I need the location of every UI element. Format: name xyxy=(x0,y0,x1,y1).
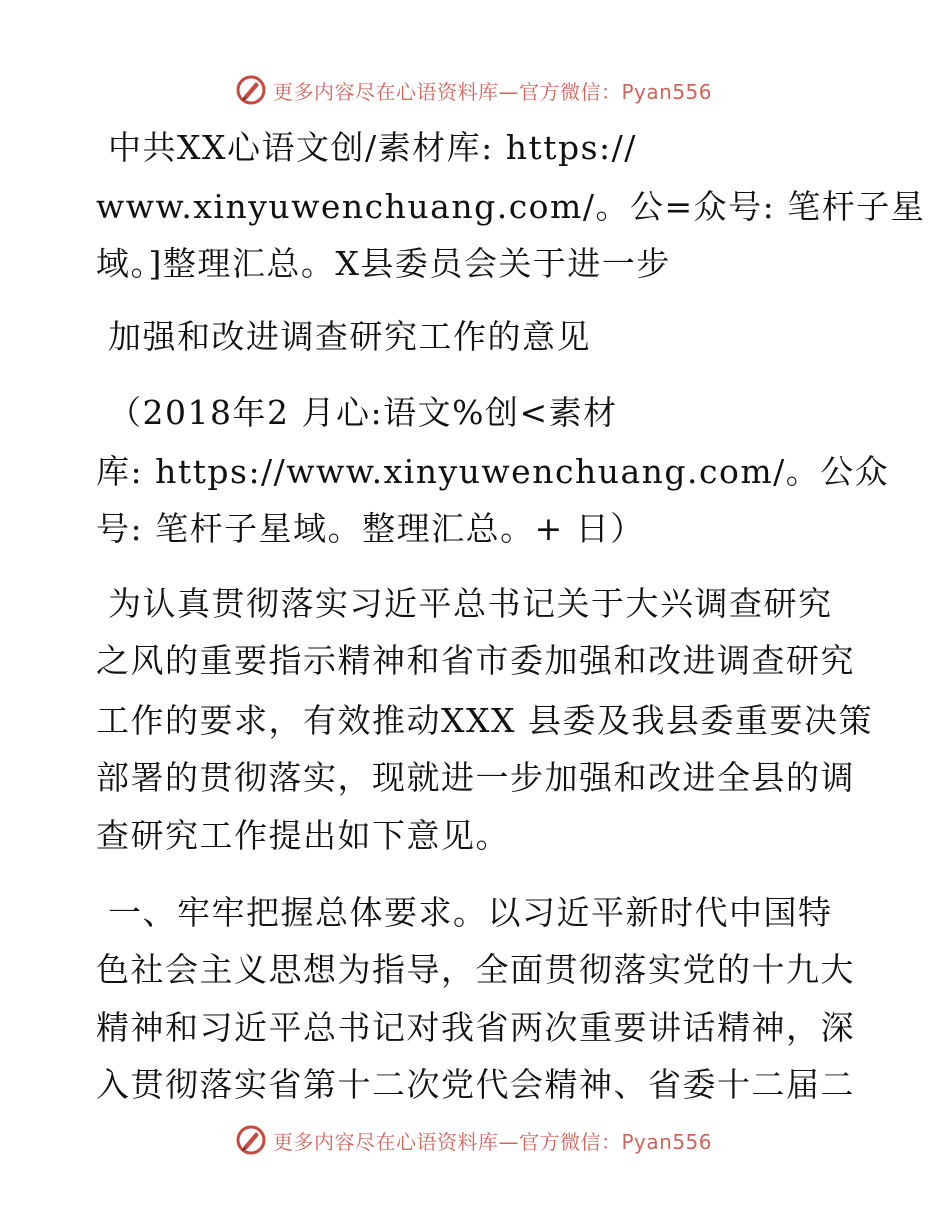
footer-watermark-text: 更多内容尽在心语资料库—官方微信：Pyan556 xyxy=(273,1129,713,1154)
pen-logo-icon xyxy=(235,1124,267,1156)
paragraph1-line-5: 查研究工作提出如下意见。 xyxy=(96,816,510,855)
footer-watermark-banner xyxy=(235,1120,712,1160)
paragraph1-line-2: 之风的重要指示精神和省市委加强和改进调查研究 xyxy=(96,641,855,680)
paragraph2-line-4: 入贯彻落实省第十二次党代会精神、省委十二届二 xyxy=(96,1065,855,1104)
paragraph2-line-3: 精神和习近平总书记对我省两次重要讲话精神，深 xyxy=(96,1008,855,1047)
header-watermark-banner xyxy=(235,70,712,110)
paragraph1-line-1: 为认真贯彻落实习近平总书记关于大兴调查研究 xyxy=(108,584,833,623)
header-watermark-text: 更多内容尽在心语资料库—官方微信：Pyan556 xyxy=(273,79,713,104)
intro-line-2: www.xinyuwenchuang.com/。公=众号: 笔杆子星 xyxy=(96,187,926,226)
date-line-2: 库: https://www.xinyuwenchuang.com/。公众 xyxy=(96,452,890,491)
paragraph2-line-2: 色社会主义思想为指导，全面贯彻落实党的十九大 xyxy=(96,950,855,989)
paragraph2-line-1: 一、牢牢把握总体要求。以习近平新时代中国特 xyxy=(108,893,833,932)
document-title: 加强和改进调查研究工作的意见 xyxy=(108,317,591,356)
intro-line-1: 中共XX心语文创/素材库: https:// xyxy=(108,128,637,167)
intro-line-3: 域。]整理汇总。X县委员会关于进一步 xyxy=(96,244,671,283)
paragraph1-line-3: 工作的要求，有效推动XXX 县委及我县委重要决策 xyxy=(96,701,873,740)
pen-logo-icon xyxy=(235,74,267,106)
date-line-3: 号: 笔杆子星域。整理汇总。+ 日） xyxy=(96,509,645,548)
paragraph1-line-4: 部署的贯彻落实，现就进一步加强和改进全县的调 xyxy=(96,758,855,797)
date-line-1: （2018年2 月心:语文%创<素材 xyxy=(108,393,618,432)
